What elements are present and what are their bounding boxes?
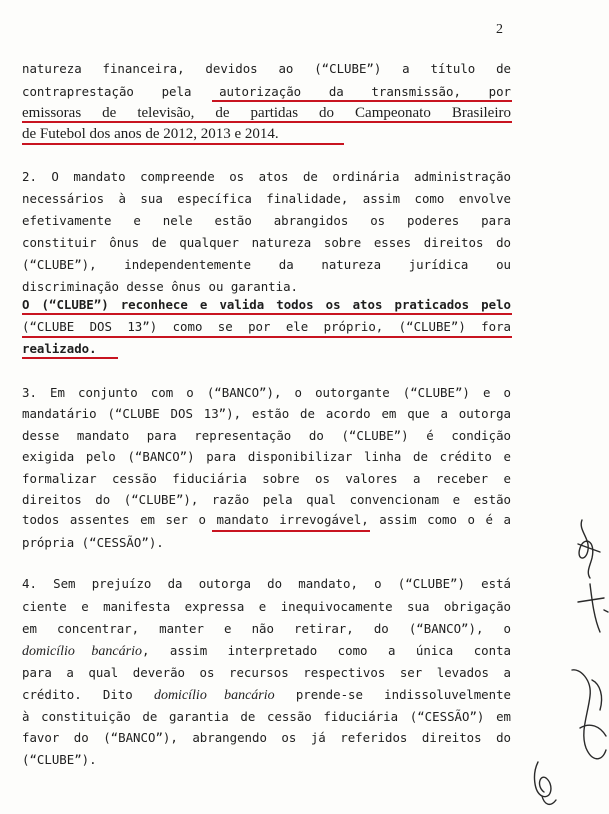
paragraph-3-line: mandatário (“CLUBE DOS 13”), estão de acordo em que a outorga [22, 406, 511, 421]
paragraph-3-line: exigida pelo (“BANCO”) para disponibilizar linha de crédito e [22, 449, 511, 464]
paragraph-2-line: realizado. [22, 341, 97, 356]
highlight-underline [22, 357, 118, 359]
paragraph-4-line: 4. Sem prejuízo da outorga do mandato, o (“CLUBE”) está [22, 576, 511, 591]
paragraph-2-line: 2. O mandato compreende os atos de ordinária administração [22, 169, 511, 184]
paragraph-1-line: contraprestação pela autorização da transmissão, por [22, 84, 511, 99]
highlight-underline [22, 313, 512, 315]
paragraph-2-line: O (“CLUBE”) reconhece e valida todos os atos praticados pelo [22, 297, 511, 312]
highlight-underline [22, 143, 344, 145]
paragraph-2-line: efetivamente e nele estão abrangidos os poderes para [22, 213, 511, 228]
handwritten-initials-signature [520, 500, 609, 814]
highlight-underline [22, 121, 512, 123]
highlight-underline [22, 336, 512, 338]
paragraph-3-line: desse mandato para representação do (“CLUBE”) é condição [22, 428, 511, 443]
paragraph-3-line: direitos do (“CLUBE”), razão pela qual convencionam e estão [22, 492, 511, 507]
paragraph-2-line: discriminação desse ônus ou garantia. [22, 279, 299, 294]
highlight-underline [212, 100, 512, 102]
highlight-underline [212, 530, 370, 532]
paragraph-4-line: (“CLUBE”). [22, 752, 97, 767]
text-fragment: prende-se indissoluvelmente [274, 687, 511, 702]
paragraph-4-line: para a qual deverão os recursos respectivos ser levados a [22, 665, 511, 680]
paragraph-4-line: em concentrar, manter e não retirar, do (“BANCO”), o [22, 621, 511, 636]
paragraph-4-line: à constituição de garantia de cessão fiduciária (“CESSÃO”) em [22, 709, 511, 724]
paragraph-3-line: própria (“CESSÃO”). [22, 535, 164, 550]
paragraph-3-line: formalizar cessão fiduciária sobre os valores a receber e [22, 471, 511, 486]
paragraph-4-line [22, 688, 511, 704]
paragraph-4-line: favor do (“BANCO”), abrangendo os já referidos direitos do [22, 730, 511, 745]
paragraph-1-line: natureza financeira, devidos ao (“CLUBE”) a título de [22, 61, 511, 76]
text-fragment: , assim interpretado como a única conta [141, 643, 511, 658]
text-fragment: crédito. Dito [22, 687, 154, 702]
paragraph-1-line: de Futebol dos anos de 2012, 2013 e 2014. [22, 126, 279, 142]
paragraph-2-line: necessários à sua específica finalidade, assim como envolve [22, 191, 511, 206]
paragraph-4-line: ciente e manifesta expressa e inequivocamente sua obrigação [22, 599, 511, 614]
paragraph-4-line [22, 644, 511, 660]
paragraph-3-line: 3. Em conjunto com o (“BANCO”), o outorgante (“CLUBE”) e o [22, 385, 511, 400]
paragraph-2-line: (“CLUBE DOS 13”) como se por ele próprio, (“CLUBE”) fora [22, 319, 511, 334]
page-number: 2 [496, 22, 503, 37]
paragraph-2-line: constituir ônus de qualquer natureza sobre esses direitos do [22, 235, 511, 250]
paragraph-3-line: todos assentes em ser o mandato irrevogável, assim como o é a [22, 512, 511, 527]
paragraph-2-line: (“CLUBE”), independentemente da natureza jurídica ou [22, 257, 511, 272]
italic-term: domicílio bancário [22, 644, 142, 659]
italic-term: domicílio bancário [153, 688, 275, 703]
paragraph-1-line: emissoras de televisão, de partidas do Campeonato Brasileiro [22, 105, 511, 121]
